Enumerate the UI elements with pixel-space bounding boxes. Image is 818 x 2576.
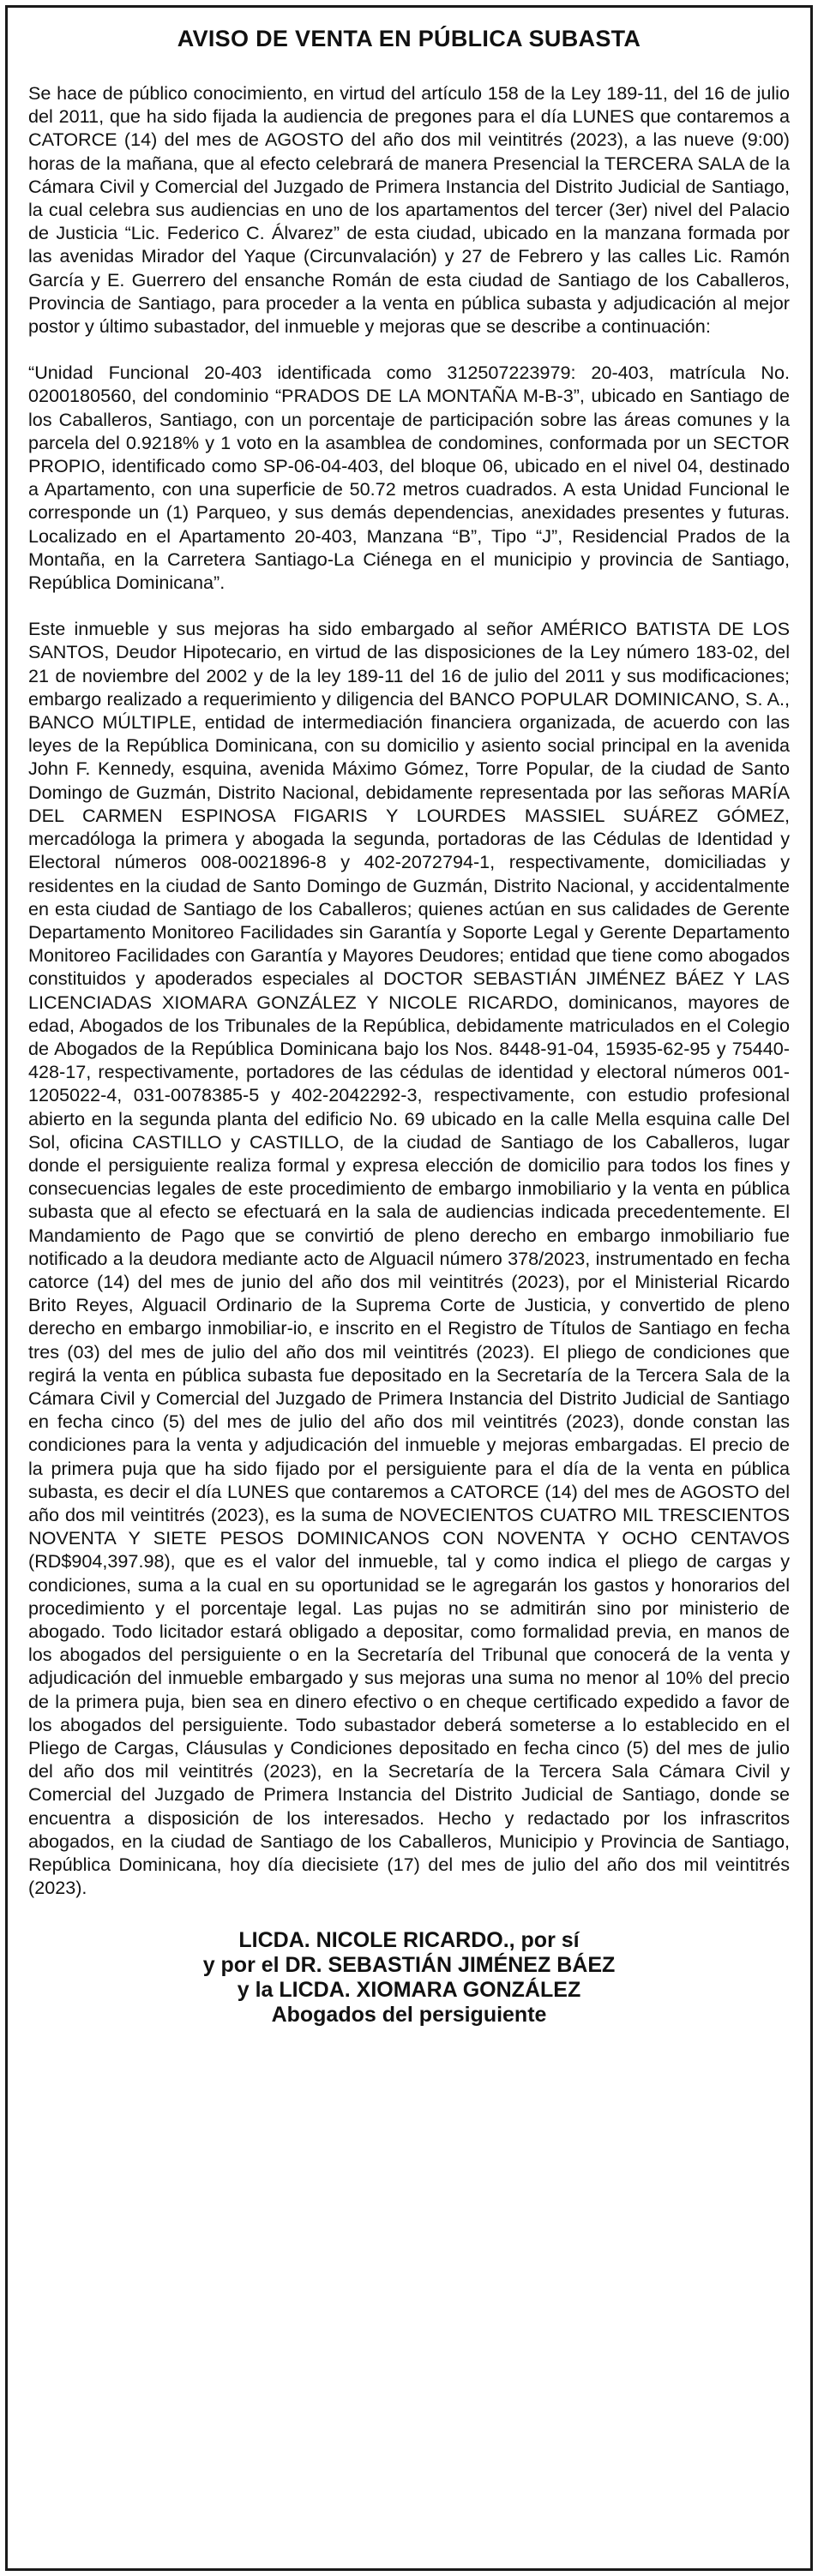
signature-line-2: y por el DR. SEBASTIÁN JIMÉNEZ BÁEZ <box>202 1953 616 1978</box>
signature-line-4: Abogados del persiguiente <box>271 2003 547 2028</box>
notice-frame <box>5 5 813 2571</box>
notice-paragraph-property-description: “Unidad Funcional 20-403 identificada como 312507223979: 20-403, matrícula No. 0200180560, del condominio “PRADOS DE LA MONTAÑA M-B-3”, ubicado en Santiago de los Caballeros, Santiago, con un porcentaje de participación sobre las áreas comunes y la parcela del 0.9218% y 1 voto en la asamblea de condomines, conformada por un SECTOR PROPIO, identificado como SP-06-04-403, del bloque 06, ubicado en el nivel 04, destinado a Apartamento, con una superficie de 50.72 metros cuadrados. A esta Unidad Funcional le corresponde un (1) Parqueo, y sus demás dependencias, anexidades presentes y futuras. Localizado en el Apartamento 20-403, Manzana “B”, Tipo “J”, Residencial Prados de la Montaña, en la Carretera Santiago-La Ciénega en el municipio y provincia de Santiago, República Dominicana”. <box>28 362 790 594</box>
signature-line-1: LICDA. NICOLE RICARDO., por sí <box>238 1928 580 1953</box>
signature-line-3: y la LICDA. XIOMARA GONZÁLEZ <box>237 1978 581 2003</box>
notice-paragraph-seizure-details: Este inmueble y sus mejoras ha sido embargado al señor AMÉRICO BATISTA DE LOS SANTOS, Deudor Hipotecario, en virtud de las disposiciones de la Ley número 183-02, del 21 de noviembre del 2002 y de la ley 189-11 del 16 de julio del 2011 y sus modificaciones; embargo realizado a requerimiento y diligencia del BANCO POPULAR DOMINICANO, S. A., BANCO MÚLTIPLE, entidad de intermediación financiera organizada, de acuerdo con las leyes de la República Dominicana, con su domicilio y asiento social principal en la avenida John F. Kennedy, esquina, avenida Máximo Gómez, Torre Popular, de la ciudad de Santo Domingo de Guzmán, Distrito Nacional, debidamente representada por las señoras MARÍA DEL CARMEN ESPINOSA FIGARIS Y LOURDES MASSIEL SUÁREZ GÓMEZ, mercadóloga la primera y abogada la segunda, portadoras de las Cédulas de Identidad y Electoral números 008-0021896-8 y 402-2072794-1, respectivamente, domiciliadas y residentes en la ciudad de Santo Domingo de Guzmán, Distrito Nacional, y accidentalmente en esta ciudad de Santiago de los Caballeros; quienes actúan en sus calidades de Gerente Departamento Monitoreo Facilidades sin Garantía y Soporte Legal y Gerente Departamento Monitoreo Facilidades con Garantía y Mayores Deudores; entidad que tiene como abogados constituidos y apoderados especiales al DOCTOR SEBASTIÁN JIMÉNEZ BÁEZ Y LAS LICENCIADAS XIOMARA GONZÁLEZ Y NICOLE RICARDO, dominicanos, mayores de edad, Abogados de los Tribunales de la República, debidamente matriculados en el Colegio de Abogados de la República Dominicana bajo los Nos. 8448-91-04, 15935-62-95 y 75440-428-17, respectivamente, portadores de las cédulas de identidad y electoral números 001-1205022-4, 031-0078385-5 y 402-2042292-3, respectivamente, con estudio profesional abierto en la segunda planta del edificio No. 69 ubicado en la calle Mella esquina calle Del Sol, oficina CASTILLO y CASTILLO, de la ciudad de Santiago de los Caballeros, lugar donde el persiguiente realiza formal y expresa elección de domicilio para todos los fines y consecuencias legales de este procedimiento de embargo inmobiliario y la venta en pública subasta que al efecto se efectuará en la sala de audiencias indicada precedentemente. El Mandamiento de Pago que se convirtió de pleno derecho en embargo inmobiliario fue notificado a la deudora mediante acto de Alguacil número 378/2023, instrumentado en fecha catorce (14) del mes de junio del año dos mil veintitrés (2023), por el Ministerial Ricardo Brito Reyes, Alguacil Ordinario de la Suprema Corte de Justicia, y convertido de pleno derecho en embargo inmobiliar-io, e inscrito en el Registro de Títulos de Santiago en fecha tres (03) del mes de julio del año dos mil veintitrés (2023). El pliego de condiciones que regirá la venta en pública subasta fue depositado en la Secretaría de la Tercera Sala de la Cámara Civil y Comercial del Juzgado de Primera Instancia del Distrito Judicial de Santiago en fecha cinco (5) del mes de julio del año dos mil veintitrés (2023), donde constan las condiciones para la venta y adjudicación del inmueble y mejoras embargadas. El precio de la primera puja que ha sido fijado por el persiguiente para el día de la venta en pública subasta, es decir el día LUNES que contaremos a CATORCE (14) del mes de AGOSTO del año dos mil veintitrés (2023), es la suma de NOVECIENTOS CUATRO MIL TRESCIENTOS NOVENTA Y SIETE PESOS DOMINICANOS CON NOVENTA Y OCHO CENTAVOS (RD$904,397.98), que es el valor del inmueble, tal y como indica el pliego de cargas y condiciones, suma a la cual en su oportunidad se le agregarán los gastos y honorarios del procedimiento y el porcentaje legal. Las pujas no se admitirán sino por ministerio de abogado. Todo licitador estará obligado a depositar, como formalidad previa, en manos de los abogados del persiguiente o en la Secretaría del Tribunal que conocerá de la venta y adjudicación del inmueble embargado y sus mejoras una suma no menor al 10% del precio de la primera puja, bien sea en dinero efectivo o en cheque certificado expedido a favor de los abogados del persiguiente. Todo subastador deberá someterse a lo establecido en el Pliego de Cargas, Cláusulas y Condiciones depositado en fecha cinco (5) del mes de julio del año dos mil veintitrés (2023), en la Secretaría de la Tercera Sala Cámara Civil y Comercial del Juzgado de Primera Instancia del Distrito Judicial de Santiago, donde se encuentra a disposición de los interesados. Hecho y redactado por los infrascritos abogados, en la ciudad de Santiago de los Caballeros, Municipio y Provincia de Santiago, República Dominicana, hoy día diecisiete (17) del mes de julio del año dos mil veintitrés (2023). <box>28 618 790 1899</box>
signature-block <box>28 1928 790 2028</box>
notice-title: AVISO DE VENTA EN PÚBLICA SUBASTA <box>177 26 641 51</box>
notice-paragraph-hearing: Se hace de público conocimiento, en virtud del artículo 158 de la Ley 189-11, del 16 de julio del 2011, que ha sido fijada la audiencia de pregones para el día LUNES que contaremos a CATORCE (14) del mes de AGOSTO del año dos mil veintitrés (2023), a las nueve (9:00) horas de la mañana, que al efecto celebrará de manera Presencial la TERCERA SALA de la Cámara Civil y Comercial del Juzgado de Primera Instancia del Distrito Judicial de Santiago, la cual celebra sus audiencias en uno de los apartamentos del tercer (3er) nivel del Palacio de Justicia “Lic. Federico C. Álvarez” de esta ciudad, ubicado en la manzana formada por las avenidas Mirador del Yaque (Circunvalación) y 27 de Febrero y las calles Lic. Ramón García y E. Guerrero del ensanche Román de esta ciudad de Santiago de los Caballeros, Provincia de Santiago, para proceder a la venta en pública subasta y adjudicación al mejor postor y último subastador, del inmueble y mejoras que se describe a continuación: <box>28 82 790 338</box>
